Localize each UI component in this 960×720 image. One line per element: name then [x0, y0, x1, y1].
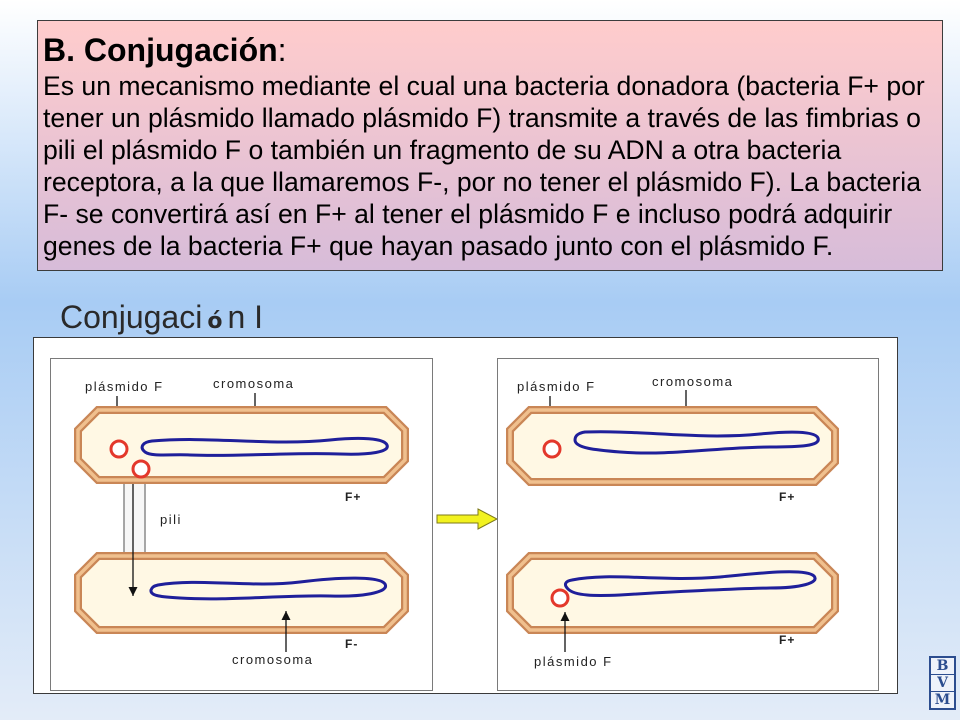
section-heading [43, 31, 942, 70]
bacterium-bottom-before [78, 556, 405, 630]
bacterium-top-before [78, 410, 405, 480]
logo-letter: B [931, 658, 954, 675]
bacterium-top-after [510, 410, 835, 482]
chromosome-label: cromosoma [213, 376, 295, 391]
heading-colon: : [277, 32, 287, 68]
body-line-4: receptora, a la que llamaremos F-, por no tener el plásmido F). La bacteria [43, 167, 922, 197]
body-line-5: F- se convertirá así en F+ al tener el plásmido F e incluso podrá adquirir [43, 199, 893, 229]
cell-type-label: F+ [779, 633, 796, 647]
plasmid-f-copy [133, 461, 149, 477]
cell-type-label: F+ [345, 490, 362, 504]
body-line-6: genes de la bacteria F+ que hayan pasado junto con el plásmido F. [43, 231, 834, 261]
body-line-3: pili el plásmido F o también un fragmento de su ADN a otra bacteria [43, 135, 842, 165]
definition-text-box [37, 20, 943, 271]
plasmid-f [111, 441, 127, 457]
conjugation-diagram [34, 338, 897, 693]
diagram-title-accent: ó [207, 309, 223, 334]
heading-text: B. Conjugación [43, 32, 278, 68]
chromosome-label: cromosoma [232, 652, 314, 667]
plasmid-f [552, 590, 568, 606]
panel-before [51, 359, 433, 691]
bvm-logo [929, 656, 956, 710]
logo-letter: M [934, 692, 951, 708]
transition-arrow [437, 509, 497, 529]
diagram-title-start: Conjugaci [60, 299, 203, 335]
plasmid-label: plásmido F [534, 654, 613, 669]
bacterium-bottom-after [510, 556, 835, 630]
body-line-2: tener un plásmido llamado plásmido F) transmite a través de las fimbrias o [43, 103, 921, 133]
cell-type-label: F- [345, 637, 359, 651]
cell-type-label: F+ [779, 490, 796, 504]
diagram-frame [33, 337, 898, 694]
chromosome-label: cromosoma [652, 374, 734, 389]
panel-after [498, 359, 879, 691]
diagram-title [60, 298, 263, 336]
pili-label: pili [160, 512, 182, 527]
diagram-title-end: n I [227, 299, 264, 335]
pili-tube [124, 479, 145, 558]
body-line-1: Es un mecanismo mediante el cual una bacteria donadora (bacteria F+ por [43, 71, 925, 101]
cell-wall [78, 556, 405, 630]
plasmid-label: plásmido F [85, 379, 164, 394]
logo-letter: V [931, 675, 954, 692]
plasmid-f [544, 441, 560, 457]
plasmid-label: plásmido F [517, 379, 596, 394]
